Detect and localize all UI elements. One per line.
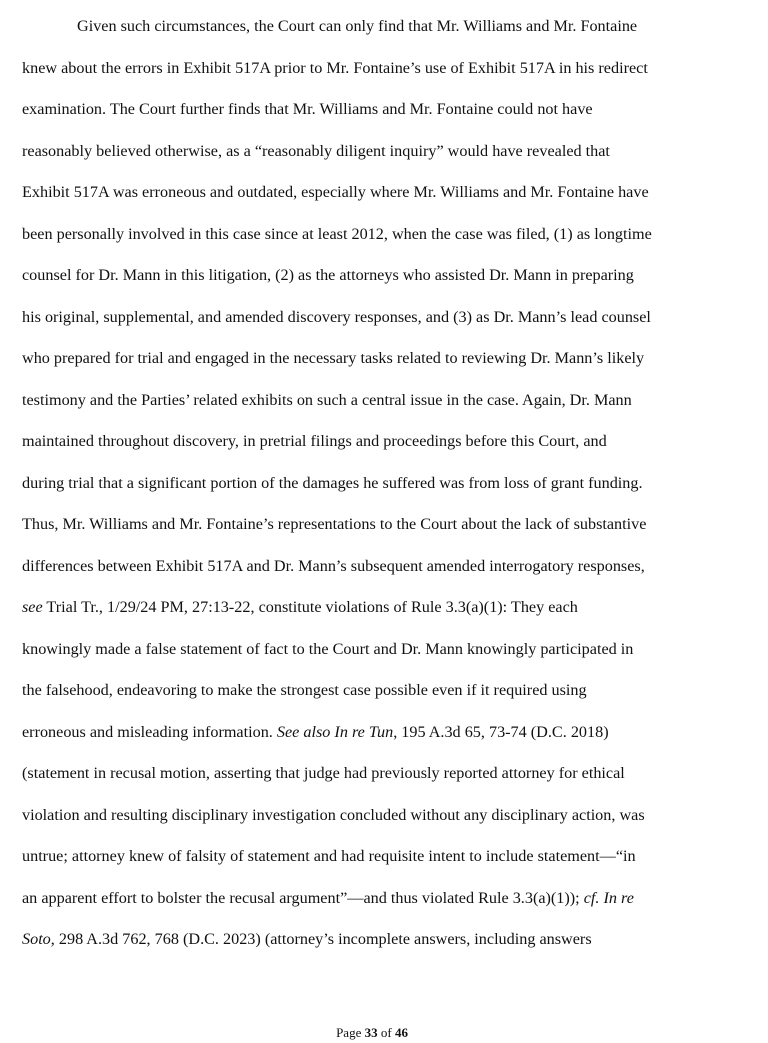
text-segment: erroneous and misleading information. (22, 722, 277, 741)
text-line (22, 803, 645, 827)
text-line (22, 56, 648, 80)
text-line (22, 844, 636, 868)
text-segment: knew about the errors in Exhibit 517A prior to Mr. Fontaine’s use of Exhibit 517A in his redirect (22, 58, 648, 77)
text-segment: the falsehood, endeavoring to make the strongest case possible even if it required using (22, 681, 587, 699)
text-segment: examination. The Court further finds that Mr. Williams and Mr. Fontaine could not have (22, 100, 593, 118)
text-line (22, 927, 592, 951)
italic-text-segment: Soto (22, 930, 51, 948)
text-segment: Trial Tr., 1/29/24 PM, 27:13-22, constitute violations of Rule 3.3(a)(1): They each (42, 598, 578, 616)
text-segment: (statement in recusal motion, asserting that judge had previously reported attorney for ethical (22, 764, 625, 782)
text-line (22, 471, 643, 495)
text-line (22, 180, 649, 204)
text-line (22, 222, 652, 246)
text-segment: untrue; attorney knew of falsity of statement and had requisite intent to include statement—“in (22, 847, 636, 865)
page-footer (0, 1024, 744, 1042)
of-label: of (380, 1025, 392, 1040)
text-segment: counsel for Dr. Mann in this litigation, (2) as the attorneys who assisted Dr. Mann in preparing (22, 266, 634, 284)
text-line (22, 512, 646, 536)
text-line (22, 97, 593, 121)
italic-text-segment: cf. In re (583, 888, 634, 907)
text-segment: reasonably believed otherwise, as a “reasonably diligent inquiry” would have revealed that (22, 141, 610, 160)
text-segment: his original, supplemental, and amended discovery responses, and (3) as Dr. Mann’s lead counsel (22, 307, 651, 326)
text-line (22, 595, 578, 619)
text-line (22, 886, 634, 910)
text-segment: maintained throughout discovery, in pretrial filings and proceedings before this Court, and (22, 432, 607, 450)
text-line (22, 429, 607, 453)
italic-text-segment: See also In re Tun (276, 722, 394, 741)
text-line (22, 720, 609, 744)
text-line (22, 554, 645, 578)
text-line (22, 346, 644, 370)
text-segment: testimony and the Parties’ related exhibits on such a central issue in the case. Again, Dr. Mann (22, 390, 632, 409)
text-segment: violation and resulting disciplinary investigation concluded without any disciplinary action, was (22, 805, 645, 824)
text-segment: been personally involved in this case since at least 2012, when the case was filed, (1) as longtime (22, 224, 652, 243)
text-segment: an apparent effort to bolster the recusal argument”—and thus violated Rule 3.3(a)(1)); (22, 888, 584, 907)
page-number: 33 (364, 1025, 378, 1040)
text-segment: Thus, Mr. Williams and Mr. Fontaine’s representations to the Court about the lack of substantive (22, 515, 647, 533)
text-line (77, 14, 637, 38)
text-segment: during trial that a significant portion of the damages he suffered was from loss of grant funding. (22, 473, 643, 492)
text-segment: , 195 A.3d 65, 73-74 (D.C. 2018) (393, 722, 609, 741)
text-line (22, 139, 610, 163)
text-segment: , 298 A.3d 762, 768 (D.C. 2023) (attorney’s incomplete answers, including answers (50, 930, 592, 948)
page-label: Page (336, 1025, 362, 1040)
text-line (22, 678, 587, 702)
text-segment: knowingly made a false statement of fact to the Court and Dr. Mann knowingly participated in (22, 639, 634, 658)
text-segment: differences between Exhibit 517A and Dr. Mann’s subsequent amended interrogatory responses, (22, 556, 645, 575)
page-total: 46 (394, 1025, 408, 1040)
text-segment: Given such circumstances, the Court can only find that Mr. Williams and Mr. Fontaine (77, 17, 638, 35)
italic-text-segment: see (22, 598, 43, 616)
text-line (22, 263, 634, 287)
text-line (22, 388, 632, 412)
text-segment: Exhibit 517A was erroneous and outdated, especially where Mr. Williams and Mr. Fontaine have (22, 183, 649, 201)
text-segment: who prepared for trial and engaged in the necessary tasks related to reviewing Dr. Mann’s likely (22, 349, 645, 367)
text-line (22, 637, 633, 661)
text-line (22, 761, 625, 785)
text-line (22, 305, 651, 329)
